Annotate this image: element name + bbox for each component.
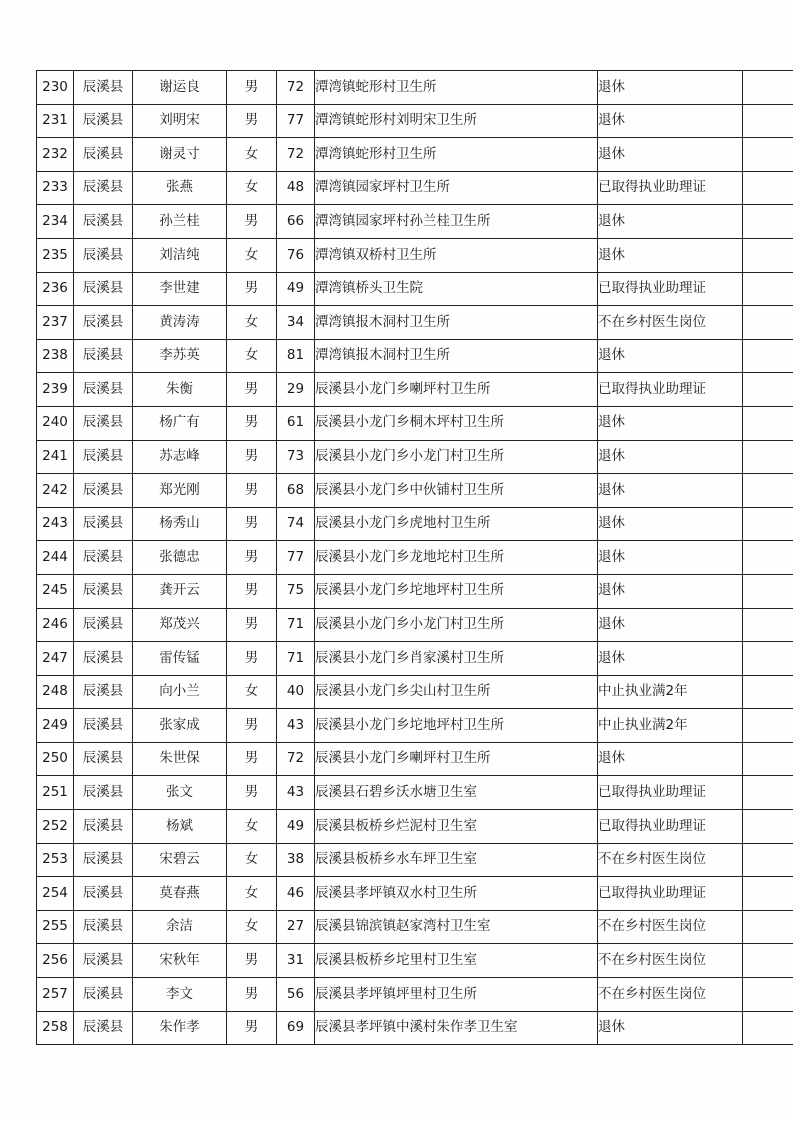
sex-cell: 男 — [227, 440, 277, 474]
row-number: 230 — [37, 71, 74, 105]
name-cell: 朱世保 — [133, 742, 227, 776]
name-cell: 宋碧云 — [133, 843, 227, 877]
row-number: 248 — [37, 675, 74, 709]
sex-cell: 男 — [227, 272, 277, 306]
sex-cell: 女 — [227, 675, 277, 709]
unit-cell: 潭湾镇蛇形村卫生所 — [315, 138, 598, 172]
name-cell: 杨广有 — [133, 406, 227, 440]
unit-cell: 辰溪县板桥乡烂泥村卫生室 — [315, 810, 598, 844]
age-cell: 68 — [277, 474, 315, 508]
remark-cell — [743, 978, 793, 1012]
unit-cell: 辰溪县小龙门乡小龙门村卫生所 — [315, 608, 598, 642]
status-cell: 退休 — [598, 642, 743, 676]
table-row — [37, 574, 793, 608]
sex-cell: 女 — [227, 171, 277, 205]
county-cell: 辰溪县 — [74, 541, 133, 575]
age-cell: 49 — [277, 810, 315, 844]
name-cell: 杨秀山 — [133, 507, 227, 541]
name-cell: 李苏英 — [133, 339, 227, 373]
remark-cell — [743, 944, 793, 978]
age-cell: 29 — [277, 373, 315, 407]
status-cell: 已取得执业助理证 — [598, 810, 743, 844]
row-number: 255 — [37, 910, 74, 944]
unit-cell: 辰溪县石碧乡沃水塘卫生室 — [315, 776, 598, 810]
county-cell: 辰溪县 — [74, 104, 133, 138]
age-cell: 66 — [277, 205, 315, 239]
age-cell: 69 — [277, 1011, 315, 1045]
county-cell: 辰溪县 — [74, 944, 133, 978]
remark-cell — [743, 877, 793, 911]
row-number: 253 — [37, 843, 74, 877]
status-cell: 退休 — [598, 104, 743, 138]
county-cell: 辰溪县 — [74, 574, 133, 608]
remark-cell — [743, 642, 793, 676]
row-number: 249 — [37, 709, 74, 743]
remark-cell — [743, 507, 793, 541]
age-cell: 46 — [277, 877, 315, 911]
name-cell: 余洁 — [133, 910, 227, 944]
sex-cell: 男 — [227, 978, 277, 1012]
unit-cell: 潭湾镇桥头卫生院 — [315, 272, 598, 306]
name-cell: 郑茂兴 — [133, 608, 227, 642]
row-number: 241 — [37, 440, 74, 474]
row-number: 256 — [37, 944, 74, 978]
sex-cell: 男 — [227, 541, 277, 575]
name-cell: 孙兰桂 — [133, 205, 227, 239]
table-row — [37, 373, 793, 407]
unit-cell: 辰溪县孝坪镇中溪村朱作孝卫生室 — [315, 1011, 598, 1045]
name-cell: 朱作孝 — [133, 1011, 227, 1045]
age-cell: 31 — [277, 944, 315, 978]
table-row — [37, 541, 793, 575]
table-row — [37, 138, 793, 172]
county-cell: 辰溪县 — [74, 675, 133, 709]
status-cell: 退休 — [598, 742, 743, 776]
row-number: 258 — [37, 1011, 74, 1045]
age-cell: 40 — [277, 675, 315, 709]
table-row — [37, 877, 793, 911]
age-cell: 71 — [277, 608, 315, 642]
remark-cell — [743, 1011, 793, 1045]
sex-cell: 男 — [227, 205, 277, 239]
name-cell: 杨斌 — [133, 810, 227, 844]
name-cell: 龚开云 — [133, 574, 227, 608]
sex-cell: 男 — [227, 574, 277, 608]
name-cell: 刘洁纯 — [133, 238, 227, 272]
remark-cell — [743, 406, 793, 440]
age-cell: 72 — [277, 138, 315, 172]
county-cell: 辰溪县 — [74, 1011, 133, 1045]
row-number: 240 — [37, 406, 74, 440]
table-row — [37, 776, 793, 810]
row-number: 234 — [37, 205, 74, 239]
age-cell: 34 — [277, 306, 315, 340]
table-row — [37, 238, 793, 272]
unit-cell: 辰溪县小龙门乡龙地坨村卫生所 — [315, 541, 598, 575]
unit-cell: 辰溪县孝坪镇坪里村卫生所 — [315, 978, 598, 1012]
sex-cell: 女 — [227, 306, 277, 340]
table-row — [37, 608, 793, 642]
county-cell: 辰溪县 — [74, 205, 133, 239]
table-row — [37, 810, 793, 844]
sex-cell: 男 — [227, 507, 277, 541]
county-cell: 辰溪县 — [74, 877, 133, 911]
table-row — [37, 339, 793, 373]
table-row — [37, 1011, 793, 1045]
county-cell: 辰溪县 — [74, 843, 133, 877]
status-cell: 不在乡村医生岗位 — [598, 944, 743, 978]
remark-cell — [743, 373, 793, 407]
table-row — [37, 978, 793, 1012]
age-cell: 61 — [277, 406, 315, 440]
remark-cell — [743, 238, 793, 272]
sex-cell: 女 — [227, 910, 277, 944]
status-cell: 退休 — [598, 574, 743, 608]
name-cell: 雷传锰 — [133, 642, 227, 676]
county-cell: 辰溪县 — [74, 709, 133, 743]
row-number: 257 — [37, 978, 74, 1012]
remark-cell — [743, 71, 793, 105]
sex-cell: 男 — [227, 71, 277, 105]
row-number: 231 — [37, 104, 74, 138]
unit-cell: 辰溪县小龙门乡虎地村卫生所 — [315, 507, 598, 541]
unit-cell: 潭湾镇双桥村卫生所 — [315, 238, 598, 272]
table-row — [37, 742, 793, 776]
row-number: 239 — [37, 373, 74, 407]
status-cell: 退休 — [598, 1011, 743, 1045]
roster-table — [36, 70, 793, 1045]
county-cell: 辰溪县 — [74, 71, 133, 105]
county-cell: 辰溪县 — [74, 306, 133, 340]
status-cell: 不在乡村医生岗位 — [598, 910, 743, 944]
status-cell: 退休 — [598, 339, 743, 373]
unit-cell: 潭湾镇园家坪村孙兰桂卫生所 — [315, 205, 598, 239]
status-cell: 已取得执业助理证 — [598, 776, 743, 810]
row-number: 235 — [37, 238, 74, 272]
row-number: 245 — [37, 574, 74, 608]
name-cell: 向小兰 — [133, 675, 227, 709]
age-cell: 43 — [277, 709, 315, 743]
table-row — [37, 104, 793, 138]
age-cell: 73 — [277, 440, 315, 474]
sex-cell: 男 — [227, 944, 277, 978]
unit-cell: 辰溪县小龙门乡喇坪村卫生所 — [315, 373, 598, 407]
age-cell: 77 — [277, 541, 315, 575]
name-cell: 李文 — [133, 978, 227, 1012]
age-cell: 43 — [277, 776, 315, 810]
unit-cell: 辰溪县小龙门乡肖家溪村卫生所 — [315, 642, 598, 676]
sex-cell: 女 — [227, 810, 277, 844]
row-number: 243 — [37, 507, 74, 541]
sex-cell: 男 — [227, 742, 277, 776]
remark-cell — [743, 272, 793, 306]
status-cell: 退休 — [598, 541, 743, 575]
table-row — [37, 71, 793, 105]
table-row — [37, 474, 793, 508]
status-cell: 不在乡村医生岗位 — [598, 843, 743, 877]
county-cell: 辰溪县 — [74, 373, 133, 407]
table-row — [37, 306, 793, 340]
status-cell: 退休 — [598, 440, 743, 474]
county-cell: 辰溪县 — [74, 507, 133, 541]
age-cell: 38 — [277, 843, 315, 877]
row-number: 252 — [37, 810, 74, 844]
status-cell: 已取得执业助理证 — [598, 171, 743, 205]
table-row — [37, 406, 793, 440]
unit-cell: 潭湾镇园家坪村卫生所 — [315, 171, 598, 205]
sex-cell: 男 — [227, 1011, 277, 1045]
county-cell: 辰溪县 — [74, 608, 133, 642]
status-cell: 已取得执业助理证 — [598, 877, 743, 911]
remark-cell — [743, 171, 793, 205]
name-cell: 刘明宋 — [133, 104, 227, 138]
status-cell: 退休 — [598, 71, 743, 105]
sex-cell: 男 — [227, 104, 277, 138]
county-cell: 辰溪县 — [74, 238, 133, 272]
county-cell: 辰溪县 — [74, 440, 133, 474]
county-cell: 辰溪县 — [74, 910, 133, 944]
name-cell: 谢运良 — [133, 71, 227, 105]
name-cell: 张文 — [133, 776, 227, 810]
county-cell: 辰溪县 — [74, 339, 133, 373]
row-number: 232 — [37, 138, 74, 172]
sex-cell: 男 — [227, 608, 277, 642]
age-cell: 72 — [277, 71, 315, 105]
age-cell: 75 — [277, 574, 315, 608]
status-cell: 不在乡村医生岗位 — [598, 306, 743, 340]
age-cell: 48 — [277, 171, 315, 205]
table-row — [37, 205, 793, 239]
name-cell: 张家成 — [133, 709, 227, 743]
row-number: 238 — [37, 339, 74, 373]
age-cell: 71 — [277, 642, 315, 676]
name-cell: 张燕 — [133, 171, 227, 205]
county-cell: 辰溪县 — [74, 642, 133, 676]
roster-body — [37, 71, 793, 1045]
row-number: 237 — [37, 306, 74, 340]
remark-cell — [743, 205, 793, 239]
status-cell: 不在乡村医生岗位 — [598, 978, 743, 1012]
remark-cell — [743, 810, 793, 844]
name-cell: 莫春燕 — [133, 877, 227, 911]
table-row — [37, 675, 793, 709]
age-cell: 81 — [277, 339, 315, 373]
sex-cell: 男 — [227, 709, 277, 743]
unit-cell: 辰溪县板桥乡水车坪卫生室 — [315, 843, 598, 877]
sex-cell: 女 — [227, 138, 277, 172]
table-row — [37, 272, 793, 306]
unit-cell: 潭湾镇蛇形村卫生所 — [315, 71, 598, 105]
county-cell: 辰溪县 — [74, 978, 133, 1012]
status-cell: 退休 — [598, 138, 743, 172]
status-cell: 中止执业满2年 — [598, 709, 743, 743]
remark-cell — [743, 742, 793, 776]
name-cell: 郑光刚 — [133, 474, 227, 508]
unit-cell: 辰溪县小龙门乡坨地坪村卫生所 — [315, 709, 598, 743]
sex-cell: 男 — [227, 642, 277, 676]
status-cell: 已取得执业助理证 — [598, 373, 743, 407]
table-row — [37, 642, 793, 676]
unit-cell: 辰溪县小龙门乡桐木坪村卫生所 — [315, 406, 598, 440]
county-cell: 辰溪县 — [74, 272, 133, 306]
name-cell: 黄涛涛 — [133, 306, 227, 340]
remark-cell — [743, 474, 793, 508]
remark-cell — [743, 541, 793, 575]
row-number: 254 — [37, 877, 74, 911]
table-row — [37, 171, 793, 205]
remark-cell — [743, 910, 793, 944]
age-cell: 49 — [277, 272, 315, 306]
age-cell: 76 — [277, 238, 315, 272]
county-cell: 辰溪县 — [74, 406, 133, 440]
age-cell: 74 — [277, 507, 315, 541]
age-cell: 27 — [277, 910, 315, 944]
county-cell: 辰溪县 — [74, 776, 133, 810]
row-number: 236 — [37, 272, 74, 306]
unit-cell: 潭湾镇蛇形村刘明宋卫生所 — [315, 104, 598, 138]
unit-cell: 辰溪县小龙门乡坨地坪村卫生所 — [315, 574, 598, 608]
status-cell: 退休 — [598, 205, 743, 239]
row-number: 246 — [37, 608, 74, 642]
county-cell: 辰溪县 — [74, 138, 133, 172]
sex-cell: 女 — [227, 843, 277, 877]
row-number: 233 — [37, 171, 74, 205]
unit-cell: 辰溪县小龙门乡尖山村卫生所 — [315, 675, 598, 709]
remark-cell — [743, 138, 793, 172]
county-cell: 辰溪县 — [74, 171, 133, 205]
status-cell: 退休 — [598, 238, 743, 272]
county-cell: 辰溪县 — [74, 474, 133, 508]
sex-cell: 男 — [227, 373, 277, 407]
remark-cell — [743, 306, 793, 340]
row-number: 247 — [37, 642, 74, 676]
remark-cell — [743, 440, 793, 474]
table-row — [37, 944, 793, 978]
table-row — [37, 709, 793, 743]
row-number: 250 — [37, 742, 74, 776]
status-cell: 退休 — [598, 406, 743, 440]
status-cell: 退休 — [598, 507, 743, 541]
row-number: 251 — [37, 776, 74, 810]
unit-cell: 辰溪县板桥乡坨里村卫生室 — [315, 944, 598, 978]
status-cell: 已取得执业助理证 — [598, 272, 743, 306]
county-cell: 辰溪县 — [74, 810, 133, 844]
age-cell: 56 — [277, 978, 315, 1012]
name-cell: 李世建 — [133, 272, 227, 306]
name-cell: 朱衡 — [133, 373, 227, 407]
remark-cell — [743, 574, 793, 608]
row-number: 244 — [37, 541, 74, 575]
sex-cell: 女 — [227, 877, 277, 911]
remark-cell — [743, 339, 793, 373]
remark-cell — [743, 104, 793, 138]
county-cell: 辰溪县 — [74, 742, 133, 776]
table-row — [37, 440, 793, 474]
status-cell: 中止执业满2年 — [598, 675, 743, 709]
remark-cell — [743, 608, 793, 642]
remark-cell — [743, 776, 793, 810]
status-cell: 退休 — [598, 608, 743, 642]
unit-cell: 潭湾镇报木洞村卫生所 — [315, 306, 598, 340]
unit-cell: 潭湾镇报木洞村卫生所 — [315, 339, 598, 373]
remark-cell — [743, 709, 793, 743]
unit-cell: 辰溪县小龙门乡小龙门村卫生所 — [315, 440, 598, 474]
name-cell: 宋秋年 — [133, 944, 227, 978]
remark-cell — [743, 675, 793, 709]
age-cell: 77 — [277, 104, 315, 138]
table-row — [37, 507, 793, 541]
name-cell: 张德忠 — [133, 541, 227, 575]
age-cell: 72 — [277, 742, 315, 776]
row-number: 242 — [37, 474, 74, 508]
unit-cell: 辰溪县小龙门乡喇坪村卫生所 — [315, 742, 598, 776]
status-cell: 退休 — [598, 474, 743, 508]
unit-cell: 辰溪县小龙门乡中伙铺村卫生所 — [315, 474, 598, 508]
name-cell: 谢灵寸 — [133, 138, 227, 172]
unit-cell: 辰溪县孝坪镇双水村卫生所 — [315, 877, 598, 911]
sex-cell: 女 — [227, 339, 277, 373]
table-row — [37, 843, 793, 877]
sex-cell: 女 — [227, 238, 277, 272]
sex-cell: 男 — [227, 776, 277, 810]
remark-cell — [743, 843, 793, 877]
sex-cell: 男 — [227, 406, 277, 440]
name-cell: 苏志峰 — [133, 440, 227, 474]
unit-cell: 辰溪县锦滨镇赵家湾村卫生室 — [315, 910, 598, 944]
sex-cell: 男 — [227, 474, 277, 508]
table-row — [37, 910, 793, 944]
